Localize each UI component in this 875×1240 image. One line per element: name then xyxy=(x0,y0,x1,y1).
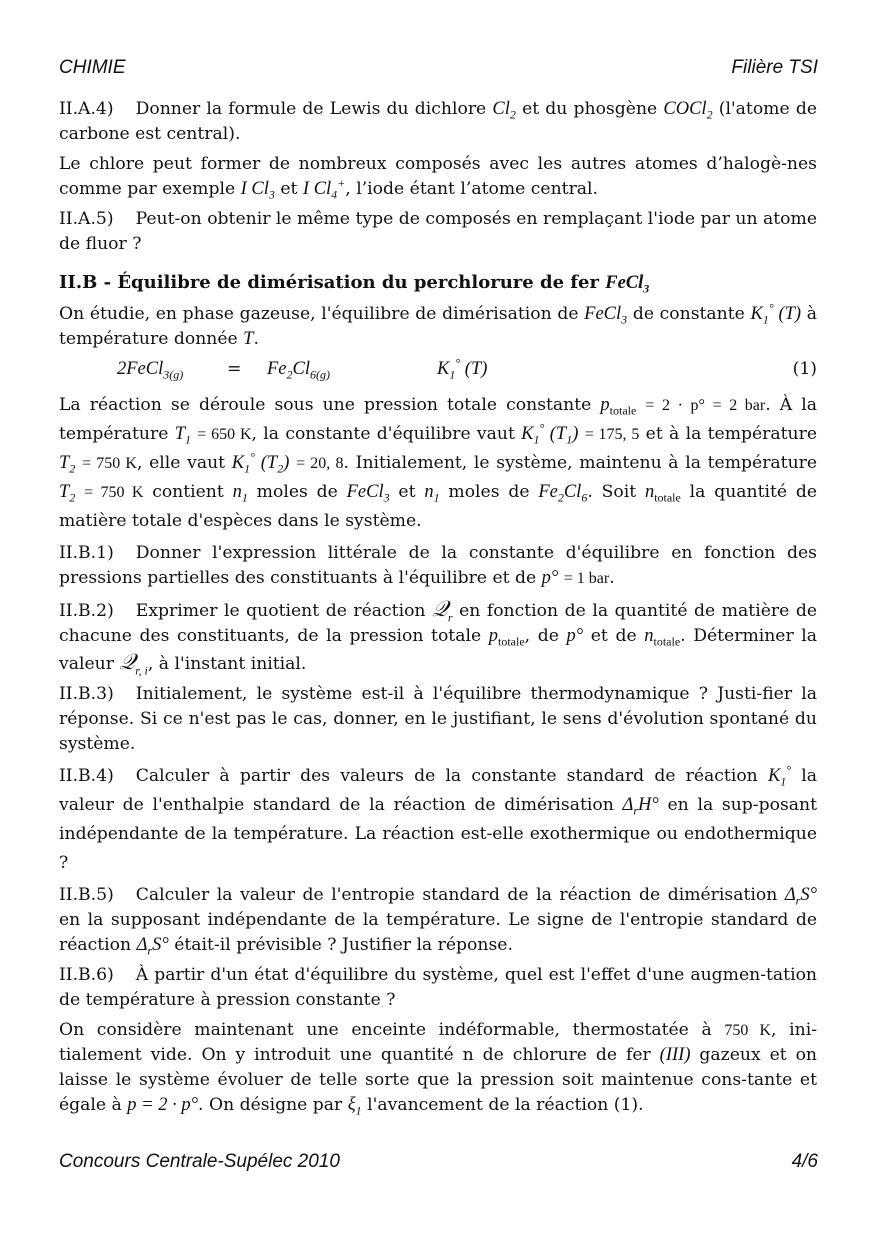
final-paragraph: On considère maintenant une enceinte indéformable, thermostatée à 750 K, ini-tialement vide. On y introduit une quantité n de chlorure de fer (III) gazeux et on laisse le système évoluer de telle sorte que la pression soit maintenue cons-tante et égale à p = 2 · p°. On désigne par $\xi_1$ l'avancement de la réaction (1). xyxy=(59,1020,818,1118)
halogen-paragraph: Le chlore peut former de nombreux composés avec les autres atomes d’halogè-nes comme par exemple I $Cl_3$ et I $Cl_4^+$, l’iode étant l’atome central. xyxy=(59,154,817,202)
conditions-paragraph: La réaction se déroule sous une pression totale constante $p_{totale} = 2 \cdot p^\circ = 2$ bar. À la température $T_1 = 650$ K, la constante d'équilibre vaut $K_1^\circ$ $(T_1) = 175$, 5 et à la température $T_2 = 750$ K, elle vaut $K_1^\circ$ $(T_2) = 20$, 8. Initialement, le système, maintenu à la température $T_2 = 750$ K contient $n_1$ moles de FeCl$_3$ et $n_1$ moles de $Fe_2Cl_6$. Soit $n_{totale}$ la quantité de matière totale d'espèces dans le système. xyxy=(59,395,818,531)
footer-contest: Concours Centrale-Supélec 2010 xyxy=(59,1151,340,1172)
question-IIB6: II.B.6) À partir d'un état d'équilibre du système, quel est l'effet d'une augmen-tation de température à pression constante ? xyxy=(59,965,817,1010)
question-IIA4: II.A.4) Donner la formule de Lewis du dichlore $Cl_2$ et du phosgène COCl$_2$ (l'atome de carbone est central). xyxy=(59,99,817,144)
footer-page-number: 4/6 xyxy=(791,1151,818,1172)
header-track: Filière TSI xyxy=(731,57,818,78)
header-subject: CHIMIE xyxy=(59,57,126,78)
intro-paragraph: On étudie, en phase gazeuse, l'équilibre de dimérisation de FeCl$_3$ de constante $K_1^\circ$ (T) à température donnée T. xyxy=(59,300,817,349)
question-IIB1: II.B.1) Donner l'expression littérale de la constante d'équilibre en fonction des pressions partielles des constituants à l'équilibre et de p° = 1 bar. xyxy=(59,543,817,588)
page-header xyxy=(59,57,818,79)
equation-number: (1) xyxy=(792,359,817,379)
question-IIB4: II.B.4) Calculer à partir des valeurs de la constante standard de réaction $K_1^\circ$ la valeur de l'enthalpie standard de la réaction de dimérisation $\Delta_rH^\circ$ en la sup-posant indépendante de la température. La réaction est-elle exothermique ou endothermique ? xyxy=(59,762,818,873)
question-IIB5: II.B.5) Calculer la valeur de l'entropie standard de la réaction de dimérisation $\Delta_rS^\circ$ en la supposant indépendante de la température. Le signe de l'entropie standard de réaction $\Delta_rS^\circ$ était-il prévisible ? Justifier la réponse. xyxy=(59,885,817,958)
question-IIB2: II.B.2) Exprimer le quotient de réaction 𝒬$_r$ en fonction de la quantité de matière de chacune des constituants, de la pression totale $p_{totale}$, de p° et de $n_{totale}$. Déterminer la valeur 𝒬$_{r, i}$, à l'instant initial. xyxy=(59,596,818,678)
question-IIA5: II.A.5) Peut-on obtenir le même type de composés en remplaçant l'iode par un atome de fluor ? xyxy=(59,209,817,254)
section-title-IIB: II.B - Équilibre de dimérisation du perchlorure de fer FeCl$_3$ xyxy=(59,272,650,296)
question-IIB3: II.B.3) Initialement, le système est-il à l'équilibre thermodynamique ? Justi-fier la réponse. Si ce n'est pas le cas, donner, en le justifiant, le sens d'évolution spontané du système. xyxy=(59,684,817,754)
page-footer xyxy=(59,1151,818,1173)
equation-1: 2FeCl$_{3(g)}$ = $Fe_2Cl_{6(g)}$ $K_1^\circ$ (T) (1) xyxy=(117,355,817,382)
page-content xyxy=(59,97,817,1123)
